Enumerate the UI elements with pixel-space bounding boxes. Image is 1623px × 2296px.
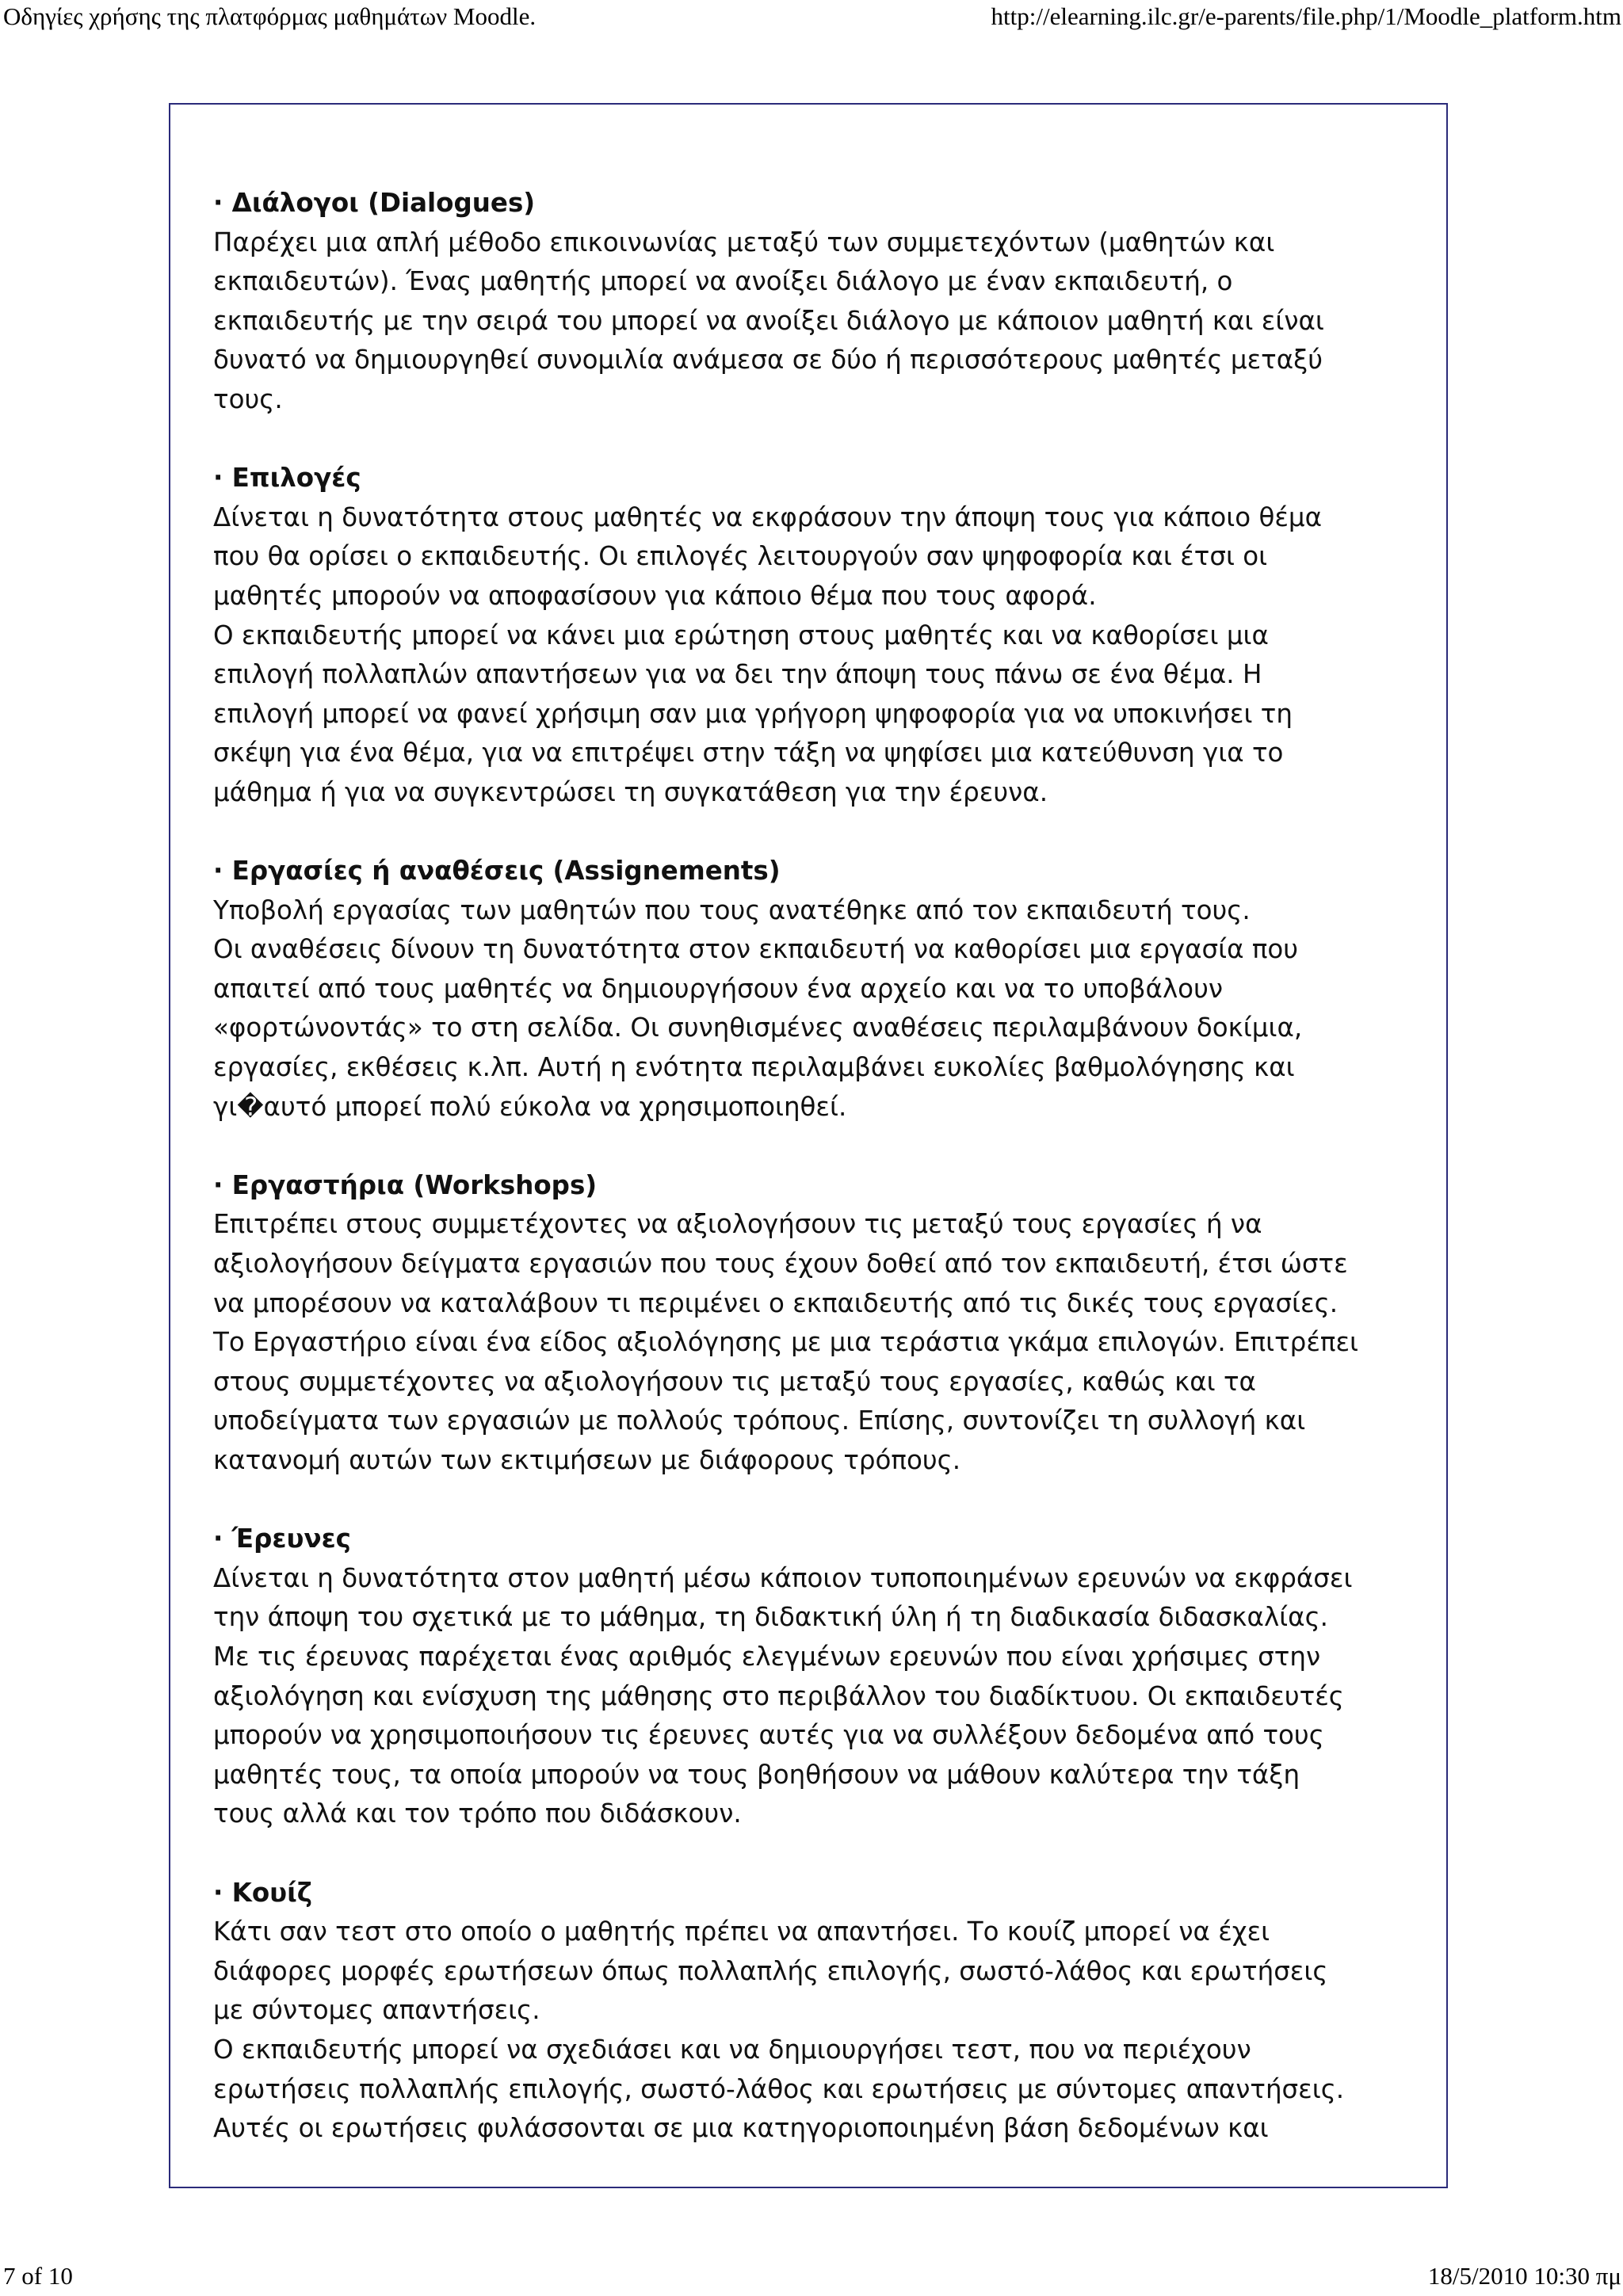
document-content: [213, 184, 1418, 2187]
paragraph-line: Επιτρέπει στους συμμετέχοντες να αξιολογήσουν τις μεταξύ τους εργασίες ή να: [213, 1209, 1262, 1240]
paragraph-line: αξιολογήσουν δείγματα εργασιών που τους έχουν δοθεί από τον εκπαιδευτή, έτσι ώστε: [213, 1249, 1348, 1280]
paragraph-line: τους αλλά και τον τρόπο που διδάσκουν.: [213, 1798, 742, 1829]
section: [213, 1520, 1418, 1834]
page-number: 7 of 10: [3, 2262, 73, 2290]
paragraph-line: Δίνεται η δυνατότητα στον μαθητή μέσω κάποιον τυποποιημένων ερευνών να εκφράσει: [213, 1562, 1353, 1593]
paragraph-line: μπορούν να χρησιμοποιήσουν τις έρευνες αυτές για να συλλέξουν δεδομένα από τους: [213, 1720, 1324, 1751]
paragraph-line: Παρέχει μια απλή μέθοδο επικοινωνίας μεταξύ των συμμετεχόντων (μαθητών και: [213, 227, 1275, 257]
section: [213, 184, 1418, 420]
paragraph-line: Ο εκπαιδευτής μπορεί να σχεδιάσει και να δημιουργήσει τεστ, που να περιέχουν: [213, 2034, 1251, 2065]
paragraph-line: Το Εργαστήριο είναι ένα είδος αξιολόγησης με μια τεράστια γκάμα επιλογών. Επιτρέπει: [213, 1327, 1359, 1358]
paragraph-line: Αυτές οι ερωτήσεις φυλάσσονται σε μια κατηγοριοποιημένη βάση δεδομένων και: [213, 2113, 1269, 2144]
paragraph-line: εκπαιδευτών). Ένας μαθητής μπορεί να ανοίξει διάλογο με έναν εκπαιδευτή, ο: [213, 266, 1233, 297]
print-header: [0, 2, 1623, 33]
section: [213, 459, 1418, 812]
paragraph-line: κατανομή αυτών των εκτιμήσεων με διάφορους τρόπους.: [213, 1445, 961, 1475]
section-title: · Έρευνες: [213, 1524, 351, 1554]
section-title: · Διάλογοι (Dialogues): [213, 188, 536, 218]
paragraph-line: Υποβολή εργασίας των μαθητών που τους ανατέθηκε από τον εκπαιδευτή τους.: [213, 894, 1251, 925]
paragraph-line: αξιολόγηση και ενίσχυση της μάθησης στο περιβάλλον του διαδίκτυου. Οι εκπαιδευτές: [213, 1680, 1344, 1711]
document-title: Οδηγίες χρήσης της πλατφόρμας μαθημάτων Moodle.: [3, 2, 537, 30]
paragraph-line: επιλογή μπορεί να φανεί χρήσιμη σαν μια γρήγορη ψηφοφορία για να υποκινήσει τη: [213, 698, 1293, 729]
paragraph-line: τους.: [213, 383, 283, 414]
paragraph-line: να μπορέσουν να καταλάβουν τι περιμένει ο εκπαιδευτής από τις δικές τους εργασίες.: [213, 1287, 1338, 1318]
paragraph-line: με σύντομες απαντήσεις.: [213, 1995, 540, 2026]
paragraph-line: μαθητές μπορούν να αποφασίσουν για κάποιο θέμα που τους αφορά.: [213, 580, 1097, 611]
paragraph-line: μάθημα ή για να συγκεντρώσει τη συγκατάθεση για την έρευνα.: [213, 776, 1048, 807]
paragraph-line: την άποψη του σχετικά με το μάθημα, τη διδακτική ύλη ή τη διαδικασία διδασκαλίας.: [213, 1602, 1329, 1633]
paragraph-line: στους συμμετέχοντες να αξιολογήσουν τις μεταξύ τους εργασίες, καθώς και τα: [213, 1366, 1256, 1397]
paragraph-line: που θα ορίσει ο εκπαιδευτής. Οι επιλογές λειτουργούν σαν ψηφοφορία και έτσι οι: [213, 541, 1268, 572]
section-title: · Επιλογές: [213, 463, 361, 494]
paragraph-line: «φορτώνοντάς» το στη σελίδα. Οι συνηθισμένες αναθέσεις περιλαμβάνουν δοκίμια,: [213, 1013, 1303, 1043]
section-title: · Εργασίες ή αναθέσεις (Assignements): [213, 856, 781, 887]
paragraph-line: Ο εκπαιδευτής μπορεί να κάνει μια ερώτηση στους μαθητές και να καθορίσει μια: [213, 620, 1269, 650]
paragraph-line: σκέψη για ένα θέμα, για να επιτρέψει στην τάξη να ψηφίσει μια κατεύθυνση για το: [213, 738, 1284, 769]
paragraph-line: Με τις έρευνας παρέχεται ένας αριθμός ελεγμένων ερευνών που είναι χρήσιμες στην: [213, 1641, 1321, 1672]
content-frame: [169, 103, 1448, 2188]
paragraph-line: απαιτεί από τους μαθητές να δημιουργήσουν ένα αρχείο και να το υποβάλουν: [213, 973, 1224, 1004]
paragraph-line: διάφορες μορφές ερωτήσεων όπως πολλαπλής επιλογής, σωστό-λάθος και ερωτήσεις: [213, 1955, 1328, 1986]
paragraph-line: εκπαιδευτής με την σειρά του μπορεί να ανοίξει διάλογο με κάποιον μαθητή και είναι: [213, 305, 1324, 336]
paragraph-line: επιλογή πολλαπλών απαντήσεων για να δει την άποψη τους πάνω σε ένα θέμα. Η: [213, 659, 1262, 690]
paragraph-line: γι�αυτό μπορεί πολύ εύκολα να χρησιμοποιηθεί.: [213, 1091, 847, 1122]
paragraph-line: Δίνεται η δυνατότητα στους μαθητές να εκφράσουν την άποψη τους για κάποιο θέμα: [213, 502, 1323, 532]
document-url: http://elearning.ilc.gr/e-parents/file.php/1/Moodle_platform.htm: [991, 2, 1621, 30]
paragraph-line: μαθητές τους, τα οποία μπορούν να τους βοηθήσουν να μάθουν καλύτερα την τάξη: [213, 1759, 1300, 1790]
paragraph-line: Οι αναθέσεις δίνουν τη δυνατότητα στον εκπαιδευτή να καθορίσει μια εργασία που: [213, 934, 1299, 965]
print-footer: [0, 2261, 1623, 2293]
section: [213, 1874, 1418, 2149]
section: [213, 1166, 1418, 1481]
paragraph-line: Κάτι σαν τεστ στο οποίο ο μαθητής πρέπει να απαντήσει. Το κουίζ μπορεί να έχει: [213, 1917, 1270, 1947]
paragraph-line: υποδείγματα των εργασιών με πολλούς τρόπους. Επίσης, συντονίζει τη συλλογή και: [213, 1405, 1306, 1436]
print-datetime: 18/5/2010 10:30 πμ: [1427, 2262, 1621, 2290]
paragraph-line: ερωτήσεις πολλαπλής επιλογής, σωστό-λάθος και ερωτήσεις με σύντομες απαντήσεις.: [213, 2073, 1345, 2104]
section-title: · Εργαστήρια (Workshops): [213, 1169, 598, 1200]
section: [213, 852, 1418, 1127]
section-title: · Κουίζ: [213, 1877, 312, 1908]
paragraph-line: εργασίες, εκθέσεις κ.λπ. Αυτή η ενότητα περιλαμβάνει ευκολίες βαθμολόγησης και: [213, 1052, 1295, 1083]
paragraph-line: δυνατό να δημιουργηθεί συνομιλία ανάμεσα σε δύο ή περισσότερους μαθητές μεταξύ: [213, 345, 1323, 376]
